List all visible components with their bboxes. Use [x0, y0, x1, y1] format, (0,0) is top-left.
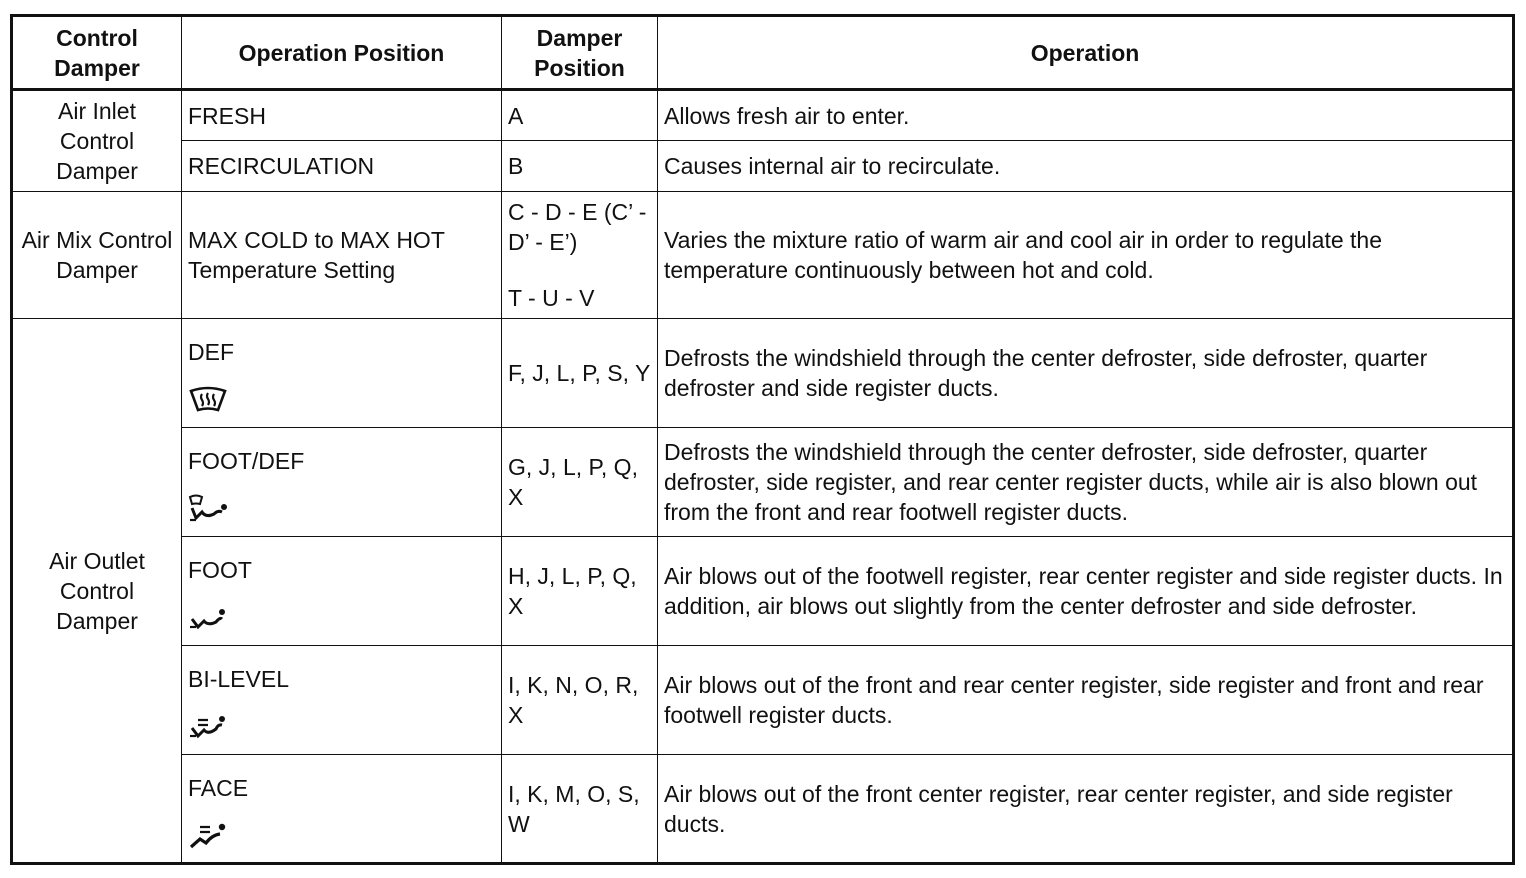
operation-position-cell — [182, 428, 502, 537]
table-row — [12, 755, 1514, 864]
operation-cell: Defrosts the windshield through the center defroster, side defroster, quarter defroster and side register ducts. — [658, 319, 1514, 428]
table-row — [12, 141, 1514, 192]
operation-position-cell — [182, 755, 502, 864]
damper-position-cell: F, J, L, P, S, Y — [502, 319, 658, 428]
damper-position-secondary: T - U - V — [508, 285, 595, 311]
damper-position-primary: C - D - E (C’ - D’ - E’) — [508, 199, 647, 255]
table-row — [12, 192, 1514, 319]
damper-operation-table — [10, 14, 1515, 865]
operation-cell: Air blows out of the front and rear center register, side register and front and rear footwell register ducts. — [658, 646, 1514, 755]
table-row — [12, 646, 1514, 755]
operation-cell: Causes internal air to recirculate. — [658, 141, 1514, 192]
operation-cell: Defrosts the windshield through the center defroster, side defroster, quarter defroster, side register, and rear center register ducts, while air is also blown out from the front and rear footwell register ducts. — [658, 428, 1514, 537]
defrost-icon — [188, 385, 228, 415]
foot-icon — [188, 603, 228, 633]
table-row — [12, 319, 1514, 428]
operation-position-cell — [182, 646, 502, 755]
header-operation: Operation — [658, 16, 1514, 90]
operation-position-cell: MAX COLD to MAX HOT Temperature Setting — [182, 192, 502, 319]
damper-position-cell: H, J, L, P, Q, X — [502, 537, 658, 646]
control-damper-cell: Air Inlet Control Damper — [12, 90, 182, 192]
damper-position-cell: B — [502, 141, 658, 192]
operation-position-cell — [182, 319, 502, 428]
damper-position-cell — [502, 192, 658, 319]
operation-position-cell: FRESH — [182, 90, 502, 141]
foot-def-icon — [188, 494, 228, 524]
bi-level-icon — [188, 712, 228, 742]
operation-cell: Varies the mixture ratio of warm air and cool air in order to regulate the temperature continuously between hot and cold. — [658, 192, 1514, 319]
damper-position-cell: A — [502, 90, 658, 141]
damper-position-cell: G, J, L, P, Q, X — [502, 428, 658, 537]
operation-cell: Air blows out of the footwell register, rear center register and side register ducts. In addition, air blows out slightly from the center defroster and side defroster. — [658, 537, 1514, 646]
header-operation-position: Operation Position — [182, 16, 502, 90]
operation-cell: Air blows out of the front center register, rear center register, and side register ducts. — [658, 755, 1514, 864]
damper-position-cell: I, K, N, O, R, X — [502, 646, 658, 755]
header-control-damper: Control Damper — [12, 16, 182, 90]
table-row — [12, 428, 1514, 537]
operation-cell: Allows fresh air to enter. — [658, 90, 1514, 141]
operation-position-cell — [182, 537, 502, 646]
operation-position-cell: RECIRCULATION — [182, 141, 502, 192]
header-row — [12, 16, 1514, 90]
table-row — [12, 537, 1514, 646]
control-damper-cell: Air Outlet Control Damper — [12, 319, 182, 864]
table-row — [12, 90, 1514, 141]
header-damper-position: Damper Position — [502, 16, 658, 90]
mode-label: FACE — [188, 774, 249, 801]
control-damper-cell: Air Mix Control Damper — [12, 192, 182, 319]
mode-label: DEF — [188, 339, 234, 365]
damper-position-cell: I, K, M, O, S, W — [502, 755, 658, 864]
face-icon — [188, 821, 228, 851]
mode-label: FOOT — [188, 557, 252, 583]
mode-label: FOOT/DEF — [188, 448, 305, 474]
mode-label: BI-LEVEL — [188, 666, 289, 692]
